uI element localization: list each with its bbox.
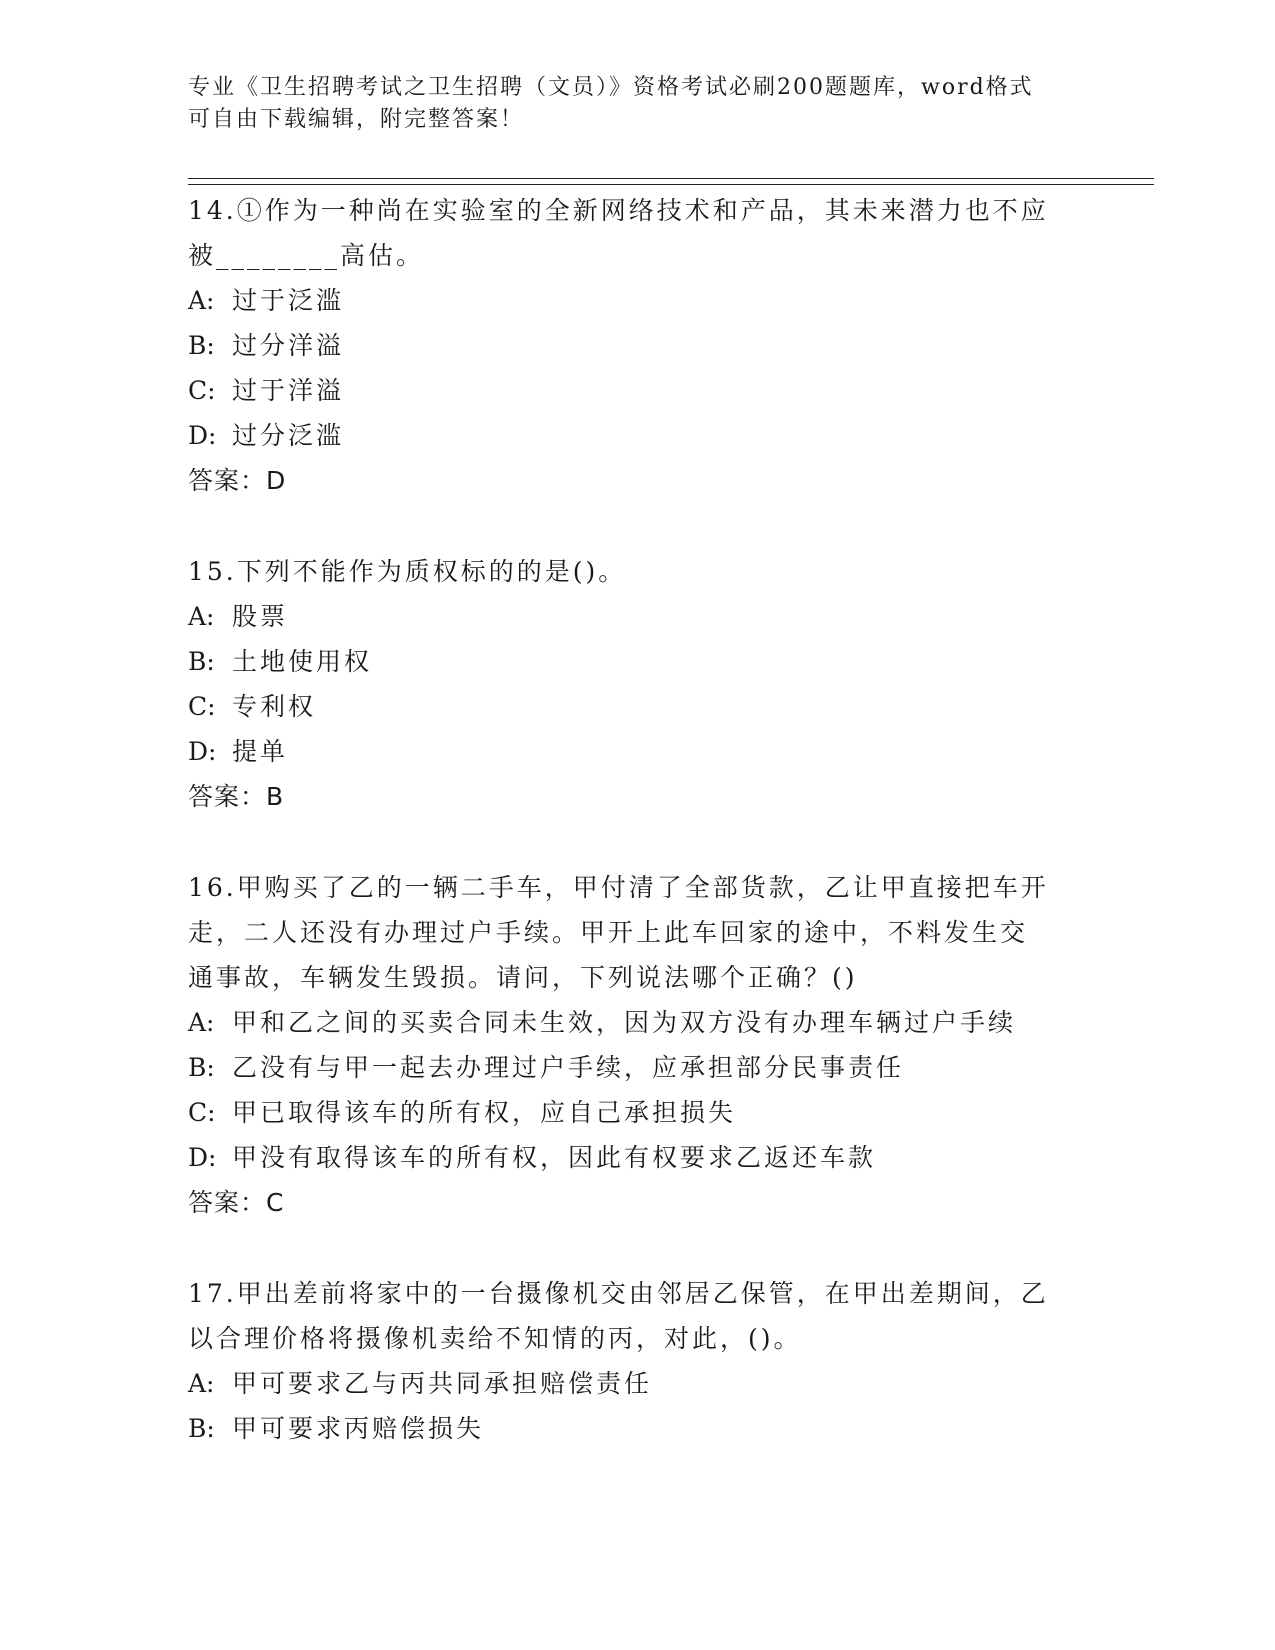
- option-letter: A:: [188, 1008, 215, 1037]
- option-a: [188, 1361, 1088, 1406]
- question-14: [188, 188, 1088, 503]
- question-stem-line: 14.①作为一种尚在实验室的全新网络技术和产品，其未来潜力也不应: [188, 196, 1049, 225]
- question-stem-line: 16.甲购买了乙的一辆二手车，甲付清了全部货款，乙让甲直接把车开: [188, 873, 1049, 902]
- option-letter: A:: [188, 602, 215, 631]
- option-letter: B:: [188, 331, 215, 360]
- option-letter: B:: [188, 1414, 215, 1443]
- option-a: [188, 594, 1088, 639]
- option-a: [188, 278, 1088, 323]
- question-list: [188, 188, 1088, 1497]
- header-line-2: 可自由下载编辑，附完整答案！: [188, 107, 525, 132]
- option-c: [188, 1090, 1088, 1135]
- option-b: [188, 1045, 1088, 1090]
- option-text: 甲已取得该车的所有权，应自己承担损失: [232, 1098, 737, 1127]
- option-b: [188, 639, 1088, 684]
- question-stem-line: 通事故，车辆发生毁损。请问，下列说法哪个正确？(): [188, 963, 858, 992]
- option-text: 提单: [232, 737, 289, 766]
- option-a: [188, 1000, 1088, 1045]
- option-text: 甲可要求丙赔偿损失: [232, 1414, 485, 1443]
- option-text: 甲没有取得该车的所有权，因此有权要求乙返还车款: [232, 1143, 877, 1172]
- option-letter: B:: [188, 1053, 215, 1082]
- header-divider-bottom: [188, 184, 1154, 185]
- option-text: 过于洋溢: [232, 376, 345, 405]
- option-letter: C:: [188, 1098, 216, 1127]
- option-b: [188, 323, 1088, 368]
- option-c: [188, 368, 1088, 413]
- option-d: [188, 413, 1088, 458]
- option-d: [188, 729, 1088, 774]
- question-15: [188, 549, 1088, 819]
- option-text: 过分洋溢: [232, 331, 345, 360]
- option-text: 甲和乙之间的买卖合同未生效，因为双方没有办理车辆过户手续: [232, 1008, 1017, 1037]
- answer-line: 答案：D: [188, 466, 287, 495]
- option-letter: D:: [188, 737, 217, 766]
- option-text: 乙没有与甲一起去办理过户手续，应承担部分民事责任: [232, 1053, 905, 1082]
- answer-line: 答案：C: [188, 1188, 285, 1217]
- option-text: 股票: [232, 602, 289, 631]
- document-header: [188, 72, 1088, 136]
- option-d: [188, 1135, 1088, 1180]
- answer-line: 答案：B: [188, 782, 285, 811]
- question-stem-line: 以合理价格将摄像机卖给不知情的丙，对此，()。: [188, 1324, 802, 1353]
- option-text: 土地使用权: [232, 647, 373, 676]
- option-text: 过分泛滥: [232, 421, 345, 450]
- option-letter: D:: [188, 421, 217, 450]
- option-c: [188, 684, 1088, 729]
- option-text: 过于泛滥: [232, 286, 345, 315]
- question-stem-line: 17.甲出差前将家中的一台摄像机交由邻居乙保管，在甲出差期间，乙: [188, 1279, 1049, 1308]
- option-letter: B:: [188, 647, 215, 676]
- option-letter: C:: [188, 692, 216, 721]
- question-16: [188, 865, 1088, 1225]
- header-line-1: 专业《卫生招聘考试之卫生招聘（文员）》资格考试必刷200题题库，word格式: [188, 75, 1034, 100]
- question-17: [188, 1271, 1088, 1451]
- option-b: [188, 1406, 1088, 1451]
- question-stem-line: 15.下列不能作为质权标的的是()。: [188, 557, 627, 586]
- header-divider-top: [188, 178, 1154, 179]
- option-letter: A:: [188, 1369, 215, 1398]
- option-letter: D:: [188, 1143, 217, 1172]
- option-letter: A:: [188, 286, 215, 315]
- option-letter: C:: [188, 376, 216, 405]
- option-text: 甲可要求乙与丙共同承担赔偿责任: [232, 1369, 653, 1398]
- option-text: 专利权: [232, 692, 317, 721]
- question-stem-line: 走，二人还没有办理过户手续。甲开上此车回家的途中，不料发生交: [188, 918, 1029, 947]
- question-stem-line: 被________高估。: [188, 241, 425, 270]
